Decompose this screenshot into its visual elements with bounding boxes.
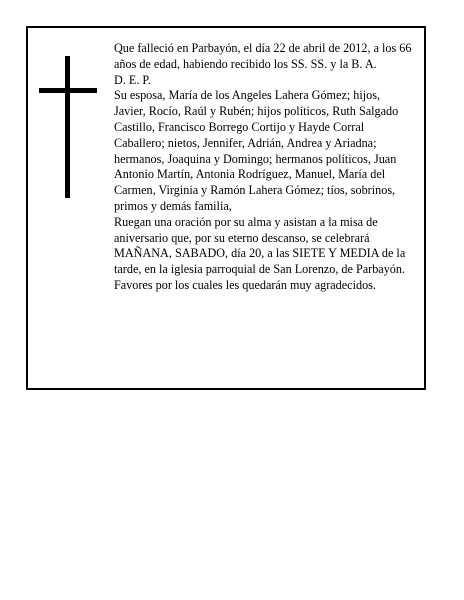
obituary-notice bbox=[26, 26, 426, 390]
cross-horizontal-bar bbox=[39, 88, 97, 93]
family-list: Su esposa, María de los Angeles Lahera Gómez; hijos, Javier, Rocío, Raúl y Rubén; hijos políticos, Ruth Salgado Castillo, Francisco Borrego Cortijo y Hayde Corral Caballero; nietos, Jennifer, Adrián, Andrea y Ariadna; hermanos, Joaquina y Domingo; hermanos políticos, Juan Antonio Martín, Antonia Rodríguez, Manuel, María del Carmen, Virginia y Ramón Lahera Gómez; tíos, sobrinos, primos y demás familia, bbox=[114, 88, 399, 213]
rip-line: D. E. P. bbox=[114, 72, 151, 87]
death-statement: Que falleció en Parbayón, el día 22 de abril de 2012, a los 66 años de edad, habiendo recibido los SS. SS. y la B. A. bbox=[114, 41, 412, 71]
cross-vertical-bar bbox=[65, 56, 70, 198]
cross-icon bbox=[39, 56, 97, 198]
notice-body bbox=[114, 41, 414, 294]
mass-invitation: Ruegan una oración por su alma y asistan a la misa de aniversario que, por su eterno descanso, se celebrará MAÑANA, SABADO, día 20, a las SIETE Y MEDIA de la tarde, en la iglesia parroquial de San Lorenzo, de Parbayón. Favores por los cuales les quedarán muy agradecidos. bbox=[114, 214, 406, 292]
